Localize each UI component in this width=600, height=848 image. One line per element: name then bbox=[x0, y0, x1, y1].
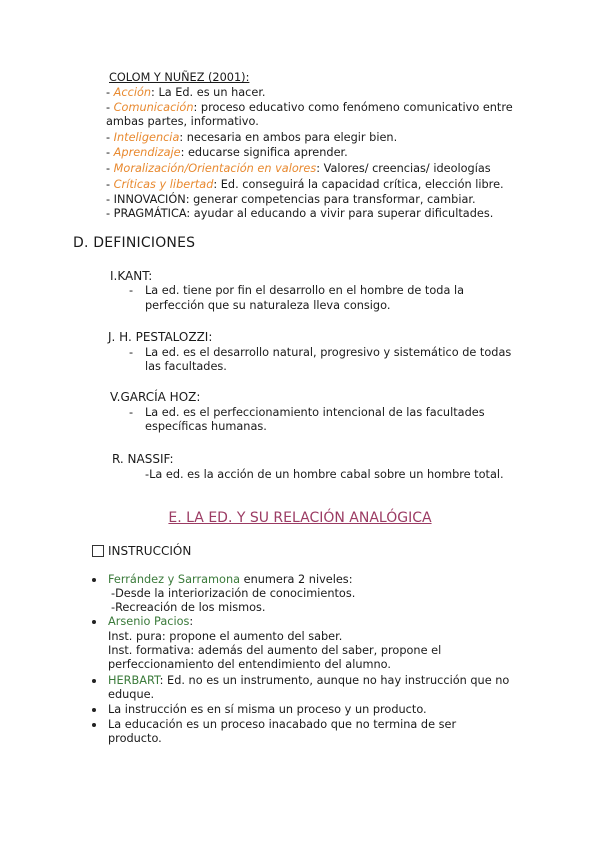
bullet-herbart bbox=[108, 674, 509, 688]
def-pestalozzi-name: J. H. PESTALOZZI: bbox=[108, 330, 213, 344]
def-garcia-name: V.GARCÍA HOZ: bbox=[110, 390, 201, 404]
item-prefix: - bbox=[106, 146, 114, 159]
bullet-pacios-line2: Inst. pura: propone el aumento del saber. bbox=[108, 630, 343, 643]
def-kant-dash: - bbox=[129, 284, 134, 297]
def-garcia-line2: específicas humanas. bbox=[145, 420, 267, 433]
instruccion-label: INSTRUCCIÓN bbox=[108, 544, 192, 558]
heading-relacion-analogica: E. LA ED. Y SU RELACIÓN ANALÓGICA bbox=[168, 510, 432, 526]
term-moralizacion: Moralización/Orientación en valores bbox=[113, 162, 317, 175]
term-aprendizaje: Aprendizaje bbox=[113, 146, 181, 159]
bullet-icon bbox=[92, 620, 96, 624]
term-criticas: Críticas y libertad bbox=[113, 178, 214, 191]
colom-item-comunicacion bbox=[106, 101, 513, 115]
item-text: : La Ed. es un hacer. bbox=[151, 86, 266, 99]
bullet-ferrandez-line2: -Desde la interiorización de conocimientos. bbox=[111, 587, 356, 600]
bullet-pacios-line4: perfeccionamiento del entendimiento del alumno. bbox=[108, 658, 391, 671]
bullet-pacios-line3: Inst. formativa: además del aumento del saber, propone el bbox=[108, 644, 442, 657]
item-prefix: - bbox=[106, 86, 114, 99]
item-text: : Ed. conseguirá la capacidad crítica, elección libre. bbox=[213, 178, 504, 191]
bullet-icon bbox=[92, 679, 96, 683]
def-pestalozzi-dash: - bbox=[129, 346, 134, 359]
bullet-icon bbox=[92, 723, 96, 727]
colom-item-accion bbox=[106, 86, 266, 100]
def-kant-line1: La ed. tiene por fin el desarrollo en el hombre de toda la bbox=[145, 284, 465, 297]
bullet-educacion-proceso: La educación es un proceso inacabado que no termina de ser bbox=[108, 718, 457, 731]
def-kant-line2: perfección que su naturaleza lleva consigo. bbox=[145, 299, 391, 312]
bullet-educacion-proceso-line2: producto. bbox=[108, 732, 162, 745]
bullet-ferrandez-line3: -Recreación de los mismos. bbox=[111, 601, 266, 614]
checkbox-icon[interactable] bbox=[92, 545, 104, 557]
def-pestalozzi-line1: La ed. es el desarrollo natural, progresivo y sistemático de todas bbox=[145, 346, 512, 359]
item-text: : Valores/ creencias/ ideologías bbox=[316, 162, 491, 175]
bullet-icon bbox=[92, 578, 96, 582]
author-pacios: Arsenio Pacios bbox=[108, 615, 190, 628]
def-pestalozzi-line2: las facultades. bbox=[145, 360, 227, 373]
item-prefix: - bbox=[106, 101, 114, 114]
term-inteligencia: Inteligencia bbox=[113, 131, 180, 144]
def-garcia-dash: - bbox=[129, 406, 134, 419]
def-garcia-line1: La ed. es el perfeccionamiento intencional de las facultades bbox=[145, 406, 485, 419]
bullet-ferrandez bbox=[108, 573, 353, 587]
item-prefix: - bbox=[106, 178, 114, 191]
def-kant-name: I.KANT: bbox=[110, 269, 153, 283]
bullet-text: enumera 2 niveles: bbox=[240, 573, 353, 586]
author-ferrandez: Ferrández y Sarramona bbox=[108, 573, 241, 586]
item-text: : necesaria en ambos para elegir bien. bbox=[179, 131, 398, 144]
item-text: : proceso educativo como fenómeno comunicativo entre bbox=[193, 101, 513, 114]
colom-item-innovacion: - INNOVACIÓN: generar competencias para transformar, cambiar. bbox=[106, 193, 476, 206]
heading-definiciones: D. DEFINICIONES bbox=[73, 235, 196, 251]
def-nassif-line1: -La ed. es la acción de un hombre cabal sobre un hombre total. bbox=[145, 468, 504, 481]
colom-title: COLOM Y NUÑEZ (2001): bbox=[109, 71, 250, 84]
colom-item-moralizacion bbox=[106, 162, 491, 176]
item-prefix: - bbox=[106, 131, 114, 144]
bullet-text: : Ed. no es un instrumento, aunque no hay instrucción que no bbox=[159, 674, 510, 687]
bullet-icon bbox=[92, 708, 96, 712]
term-accion: Acción bbox=[113, 86, 152, 99]
bullet-text: : bbox=[189, 615, 194, 628]
bullet-herbart-line2: eduque. bbox=[108, 688, 155, 701]
item-prefix: - bbox=[106, 162, 114, 175]
colom-item-aprendizaje bbox=[106, 146, 348, 160]
def-nassif-name: R. NASSIF: bbox=[112, 452, 174, 466]
colom-item-comunicacion-cont: ambas partes, informativo. bbox=[106, 115, 259, 128]
item-text: : educarse significa aprender. bbox=[180, 146, 348, 159]
colom-item-inteligencia bbox=[106, 131, 397, 145]
bullet-instruccion-proceso: La instrucción es en sí misma un proceso y un producto. bbox=[108, 703, 427, 716]
term-comunicacion: Comunicación bbox=[113, 101, 194, 114]
author-herbart: HERBART bbox=[108, 674, 160, 687]
colom-item-criticas bbox=[106, 178, 504, 192]
bullet-pacios bbox=[108, 615, 193, 629]
colom-item-pragmatica: - PRAGMÁTICA: ayudar al educando a vivir para superar dificultades. bbox=[106, 207, 494, 220]
